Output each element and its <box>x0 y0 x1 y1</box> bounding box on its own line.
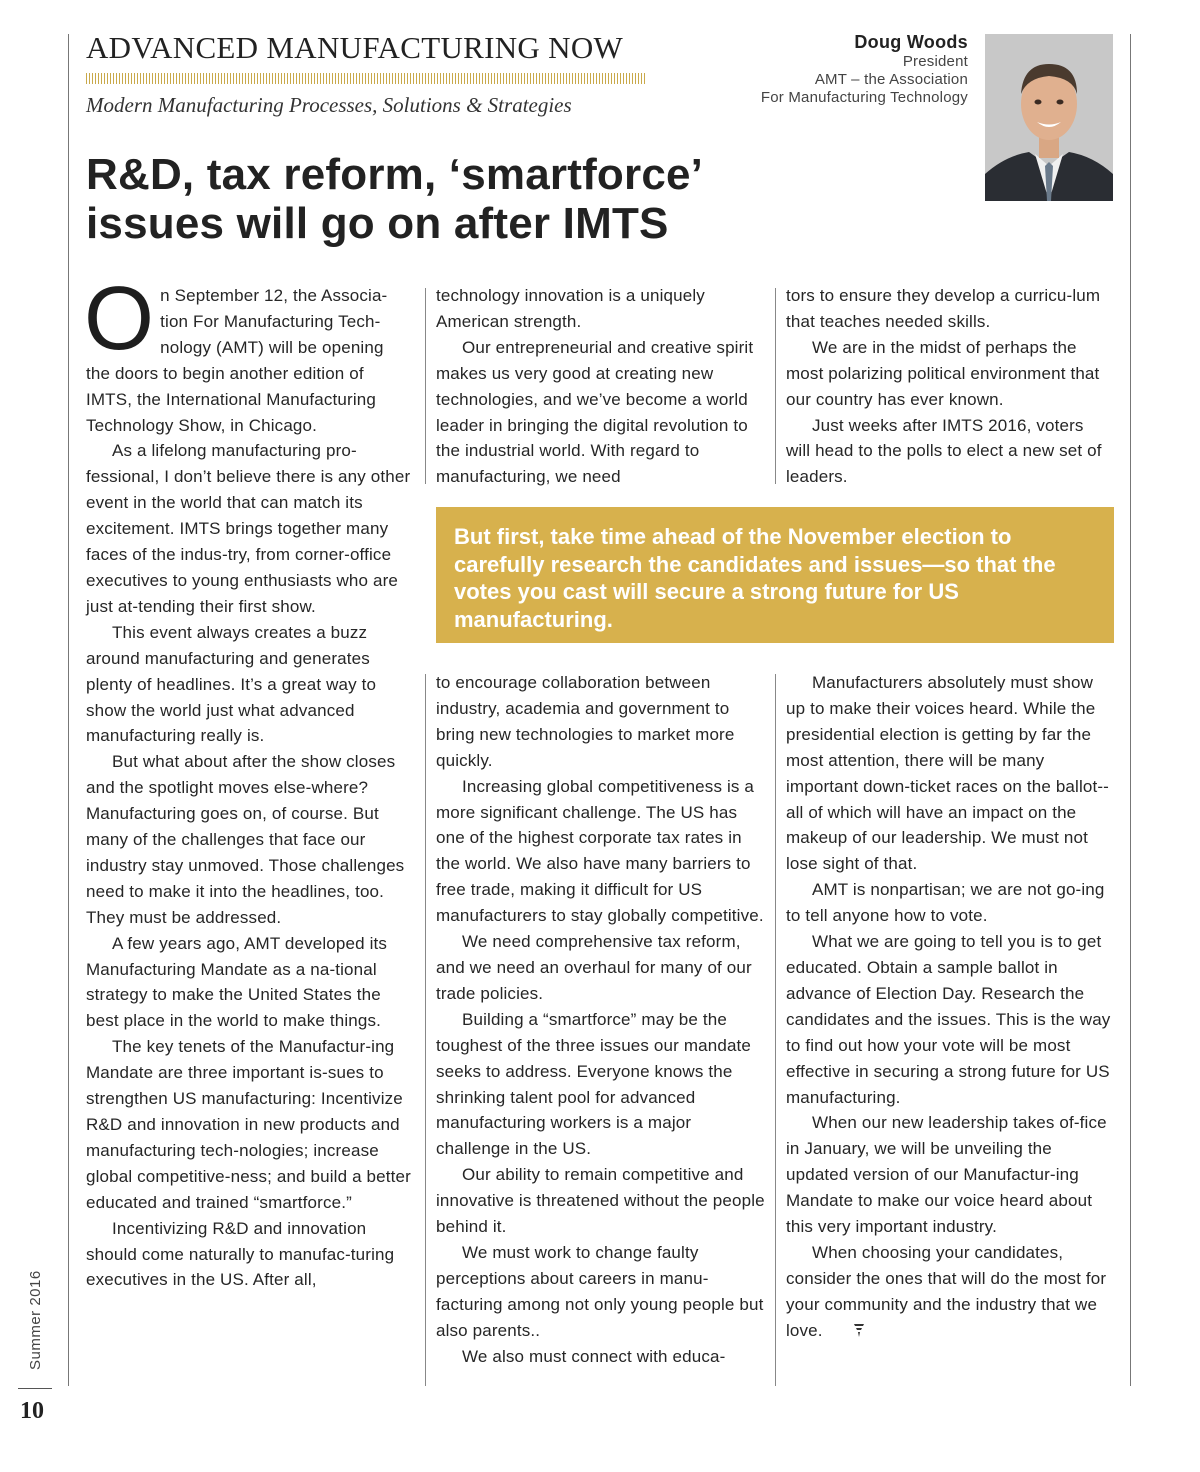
paragraph: Increasing global competitiveness is a more significant challenge. The US has one of the highest corporate tax rates in the world. We also have many barriers to free trade, making it difficult for US manufacturers to stay globally competitive. <box>436 776 764 926</box>
article-column-3-bottom <box>786 670 1112 1346</box>
author-role: President <box>902 53 968 70</box>
paragraph: As a lifelong manufacturing pro-fessional, I don’t believe there is any other event in the world that can match its excitement. IMTS brings together many faces of the indus-try, from corner-office executives to young enthusiasts who are just at-tending their first show. <box>86 441 411 616</box>
masthead-tagline: Modern Manufacturing Processes, Solutions & Strategies <box>86 93 572 117</box>
paragraph: to encourage collaboration between industry, academia and government to bring new technologies to market more quickly. <box>436 673 735 770</box>
paragraph: On September 12, the Associa-tion For Manufacturing Tech-nology (AMT) will be opening the doors to begin another edition of IMTS, the International Manufacturing Technology Show, in Chicago. <box>84 269 388 435</box>
paragraph: technology innovation is a uniquely American strength. <box>436 286 705 331</box>
column-rule <box>425 288 426 484</box>
paragraph: Manufacturers absolutely must show up to make their voices heard. While the presidential election is getting by far the most attention, there will be many important down-ticket races on the ballot--all of which will have an impact on the makeup of our leadership. We must not lose sight of that. <box>786 673 1109 874</box>
paragraph: Just weeks after IMTS 2016, voters will head to the polls to elect a new set of leaders. <box>786 415 1102 487</box>
author-name: Doug Woods <box>854 32 968 52</box>
paragraph: We are in the midst of perhaps the most polarizing political environment that our country has ever known. <box>786 337 1100 409</box>
pull-quote-text: But first, take time ahead of the November election to carefully research the candidates and issues—so that the votes you cast will secure a strong future for US manufacturing. <box>454 524 1056 632</box>
masthead-hatch-divider <box>86 73 646 84</box>
paragraph: A few years ago, AMT developed its Manufacturing Mandate as a na-tional strategy to make the United States the best place in the world to make things. <box>86 933 388 1031</box>
paragraph: AMT is nonpartisan; we are not go-ing to tell anyone how to vote. <box>786 880 1105 926</box>
page-frame-right-rule <box>1130 34 1131 1386</box>
paragraph: We must work to change faulty perceptions about careers in manu-facturing among not only young people but also parents.. <box>436 1242 764 1340</box>
masthead-title: ADVANCED MANUFACTURING NOW <box>86 30 624 65</box>
column-rule <box>775 674 776 1386</box>
paragraph: But what about after the show closes and the spotlight moves else-where? Manufacturing goes on, of course. But many of the challenges that face our industry stay unmoved. Those challenges need to make it into the headlines, too. They must be addressed. <box>86 752 405 927</box>
article-column-1 <box>84 269 412 1293</box>
paragraph: The key tenets of the Manufactur-ing Mandate are three important is-sues to strengthen US manufacturing: Incentivize R&D and innovation in new products and manufacturing tech-nologies; increase global competitive-ness; and build a better educated and trained “smartforce.” <box>86 1037 411 1212</box>
end-of-article-mark-icon <box>827 1320 865 1346</box>
article-column-2-bottom <box>436 670 766 1369</box>
paragraph: What we are going to tell you is to get educated. Obtain a sample ballot in advance of Election Day. Research the candidates and the issues. This is the way to find out how your vote will be most effective in securing a strong future for US manufacturing. <box>786 932 1111 1107</box>
paragraph: Building a “smartforce” may be the toughest of the three issues our mandate seeks to address. Everyone knows the shrinking talent pool for advanced manufacturing workers is a major challenge in the US. <box>436 1009 752 1159</box>
paragraph: tors to ensure they develop a curricu-lum that teaches needed skills. <box>786 286 1101 331</box>
paragraph: When choosing your candidates, consider the ones that will do the most for your community and the industry that we love. <box>786 1240 1112 1346</box>
page-number: 10 <box>20 1398 44 1424</box>
page-number-rule <box>18 1388 52 1389</box>
column-rule <box>775 288 776 484</box>
paragraph: Incentivizing R&D and innovation should come naturally to manufac-turing executives in the US. After all, <box>86 1218 395 1290</box>
article-headline: R&D, tax reform, ‘smartforce’ issues will go on after IMTS <box>86 150 701 248</box>
paragraph: This event always creates a buzz around manufacturing and generates plenty of headlines. It’s a great way to show the world just what advanced manufacturing really is. <box>86 622 377 746</box>
paragraph: Our ability to remain competitive and innovative is threatened without the people behind it. <box>436 1165 765 1237</box>
paragraph: We also must connect with educa- <box>462 1346 726 1366</box>
author-org-line2: For Manufacturing Technology <box>760 89 968 106</box>
paragraph: When our new leadership takes of-fice in January, we will be unveiling the updated version of our Manufactur-ing Mandate to make our voice heard about this very important industry. <box>786 1113 1107 1237</box>
article-column-3-top <box>786 283 1112 490</box>
issue-label: Summer 2016 <box>27 1270 44 1370</box>
author-block <box>761 32 968 107</box>
column-rule <box>425 674 426 1386</box>
author-portrait <box>985 34 1113 201</box>
author-org-line1: AMT – the Association <box>814 71 968 88</box>
paragraph: Our entrepreneurial and creative spirit makes us very good at creating new technologies, and we’ve become a world leader in bringing the digital revolution to the industrial world. With regard to manufacturing, we need <box>436 337 754 487</box>
author-portrait-icon <box>985 34 1113 201</box>
drop-cap: O <box>84 269 155 369</box>
page-frame-left-rule <box>68 34 69 1386</box>
pull-quote-box <box>436 507 1114 643</box>
paragraph: We need comprehensive tax reform, and we need an overhaul for many of our trade policies. <box>436 932 752 1003</box>
article-column-2-top <box>436 283 766 490</box>
